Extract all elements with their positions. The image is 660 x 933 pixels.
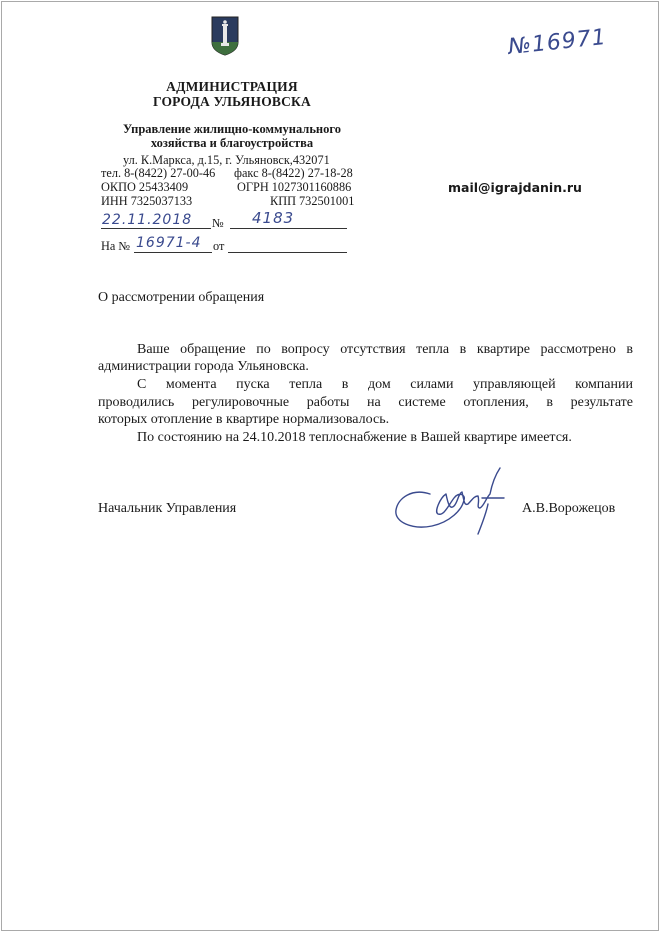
body-line-5: которых отопление в квартире нормализовалось.: [98, 412, 390, 427]
ogrn: ОГРН 1027301160886: [237, 180, 352, 194]
inn: ИНН 7325037133: [101, 194, 193, 208]
reply-number-underline: [134, 252, 212, 253]
handwritten-registration-number: №16971: [506, 24, 608, 61]
date-underline: [101, 228, 211, 229]
organization-header: [97, 79, 367, 109]
signatory-name: А.В.Ворожецов: [522, 501, 616, 516]
fax: факс 8-(8422) 27-18-28: [234, 166, 353, 180]
body-line-1: Ваше обращение по вопросу отсутствия тепла в квартире рассмотрено в: [137, 342, 633, 357]
reply-to-number: 16971-4: [136, 235, 202, 251]
okpo: ОКПО 25433409: [101, 180, 189, 194]
reply-from-label: от: [213, 239, 225, 253]
department-name: [97, 122, 367, 150]
department-line-2: хозяйства и благоустройства: [150, 136, 314, 150]
reply-to-prefix: На №: [101, 239, 131, 253]
admin-line-2: ГОРОДА УЛЬЯНОВСКА: [153, 94, 311, 109]
body-line-3: С момента пуска тепла в дом силами управляющей компании: [137, 377, 633, 392]
outgoing-date: 22.11.2018: [102, 212, 193, 228]
signatory-position: Начальник Управления: [98, 501, 237, 516]
letter-page: [1, 1, 659, 931]
handwritten-signature: [392, 464, 512, 539]
subject-line: О рассмотрении обращения: [98, 290, 265, 305]
body-line-6: По состоянию на 24.10.2018 теплоснабжение в Вашей квартире имеется.: [137, 430, 572, 445]
department-line-1: Управление жилищно-коммунального: [122, 122, 341, 136]
phone: тел. 8-(8422) 27-00-46: [101, 166, 216, 180]
kpp: КПП 732501001: [270, 194, 355, 208]
email: mail@igrajdanin.ru: [448, 180, 582, 195]
number-underline: [230, 228, 347, 229]
city-emblem-icon: [211, 16, 239, 56]
outgoing-number-label: №: [212, 216, 224, 230]
body-line-2: администрации города Ульяновска.: [98, 359, 309, 374]
address: ул. К.Маркса, д.15, г. Ульяновск,432071: [123, 153, 330, 167]
outgoing-number: 4183: [252, 209, 295, 227]
reply-date-underline: [228, 252, 347, 253]
admin-line-1: АДМИНИСТРАЦИЯ: [166, 79, 298, 94]
body-line-4: проводились регулировочные работы на системе отопления, в результате: [98, 395, 633, 410]
